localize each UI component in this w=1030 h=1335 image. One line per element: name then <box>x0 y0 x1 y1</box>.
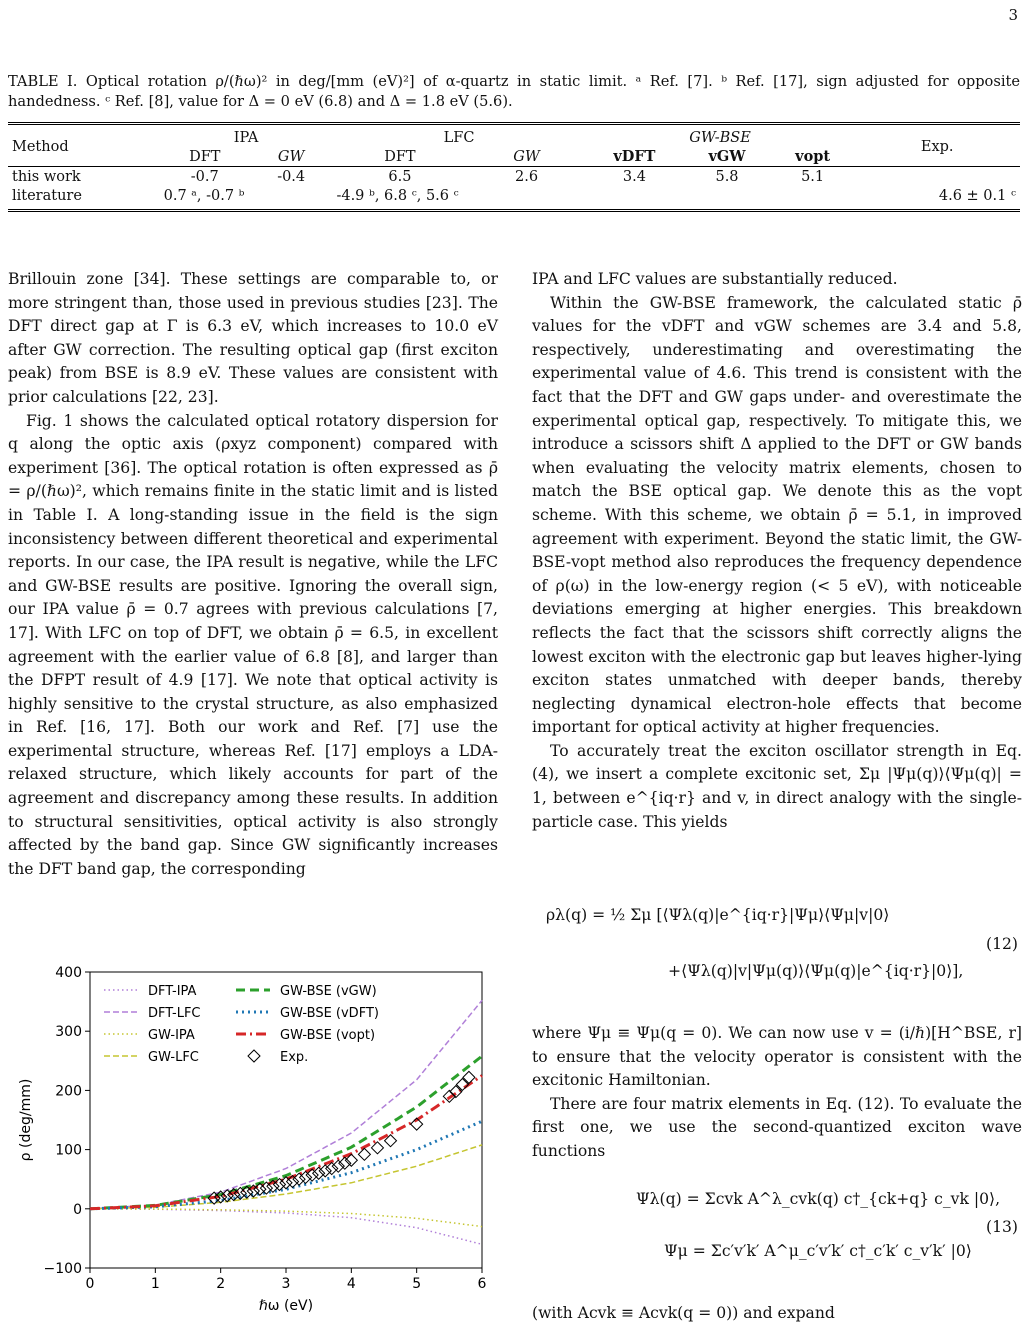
paragraph: There are four matrix elements in Eq. (12). To evaluate the first one, we use the second-quantized exciton wave functions <box>532 1094 1022 1160</box>
paragraph: IPA and LFC values are substantially reduced. <box>532 270 898 288</box>
x-tick-label: 3 <box>281 1276 291 1292</box>
equation-12-line1: ρλ(q) = ½ Σμ [⟨Ψλ(q)|e^{iq·r}|Ψμ⟩⟨Ψμ|v|0⟩ <box>546 906 890 924</box>
equation-12-number: (12) <box>986 935 1019 953</box>
y-tick-label: 200 <box>55 1083 82 1100</box>
cell <box>586 186 683 211</box>
ord-chart <box>8 958 508 1318</box>
exp-point <box>371 1142 383 1154</box>
table-caption: TABLE I. Optical rotation ρ/(ℏω)² in deg/[mm (eV)²] of α-quartz in static limit. ᵃ Ref. [7]. ᵇ Ref. [17], sign adjusted for opposite handedness. ᶜ Ref. [8], value for Δ = 0 eV (6.8) and Δ = 1.8 eV (5.6). <box>8 73 1020 110</box>
header-ipa-dft: DFT <box>189 148 221 165</box>
cell: 0.7 ᵃ, -0.7 ᵇ <box>160 186 333 211</box>
legend-entry: Exp. <box>280 1050 309 1065</box>
header-ipa: IPA <box>160 124 333 148</box>
legend-entry: GW-BSE (vDFT) <box>280 1006 379 1021</box>
header-ipa-gw: GW <box>277 148 305 165</box>
x-tick-label: 1 <box>150 1276 160 1292</box>
cell: 4.6 ± 0.1 ᶜ <box>854 186 1020 211</box>
paragraph: (with Acvk ≡ Acvk(q = 0)) and expand <box>532 1304 835 1322</box>
table-row <box>8 186 1020 211</box>
x-tick-label: 5 <box>412 1276 422 1292</box>
legend-entry: GW-BSE (vGW) <box>280 984 377 999</box>
equation-13-line1: Ψλ(q) = Σcvk A^λ_cvk(q) c†_{ck+q} c_vk |0⟩, <box>636 1190 1001 1208</box>
equation-12-line2: +⟨Ψλ(q)|v|Ψμ(q)⟩⟨Ψμ(q)|e^{iq·r}|0⟩], <box>668 962 964 980</box>
header-v-opt: vopt <box>795 148 831 165</box>
series-line-2 <box>90 1209 482 1227</box>
legend-entry: DFT-LFC <box>148 1006 201 1021</box>
header-exp: Exp. <box>854 124 1020 167</box>
row-method: literature <box>8 186 160 211</box>
row-method: this work <box>8 167 160 187</box>
cell: -0.4 <box>250 167 333 187</box>
cell <box>854 167 1020 187</box>
legend-entry: GW-BSE (vopt) <box>280 1028 376 1043</box>
paragraph: where Ψμ ≡ Ψμ(q = 0). We can now use v = (i/ℏ)[H^BSE, r] to ensure that the velocity operator is consistent with the excitonic Hamiltonian. <box>532 1024 1022 1090</box>
x-tick-label: 4 <box>346 1276 356 1292</box>
results-table <box>8 122 1020 212</box>
series-line-0 <box>90 1209 482 1245</box>
legend-entry: DFT-IPA <box>148 984 197 999</box>
cell: 5.1 <box>771 167 855 187</box>
paragraph: To accurately treat the exciton oscillator strength in Eq. (4), we insert a complete excitonic set, Σμ |Ψμ(q)⟩⟨Ψμ(q)| = 1, between e^{iq·r} and v, in direct analogy with the single-particle case. This yields <box>532 741 1022 831</box>
header-v-gw: vGW <box>708 148 746 165</box>
y-tick-label: 400 <box>55 965 82 981</box>
cell <box>771 186 855 211</box>
header-v-dft: vDFT <box>613 148 656 165</box>
series-line-4 <box>90 1056 482 1209</box>
exp-point <box>319 1165 331 1177</box>
x-tick-label: 0 <box>85 1276 95 1292</box>
y-tick-label: 300 <box>55 1024 82 1041</box>
legend-marker <box>248 1050 260 1062</box>
equation-13-line2: Ψμ = Σc′v′k′ A^μ_c′v′k′ c†_c′k′ c_v′k′ |0⟩ <box>664 1242 972 1260</box>
exp-point <box>273 1179 285 1191</box>
cell <box>683 186 771 211</box>
y-tick-label: 100 <box>55 1142 82 1159</box>
paragraph: Brillouin zone [34]. These settings are comparable to, or more stringent than, those used in previous studies [23]. The DFT direct gap at Γ is 6.3 eV, which increases to 10.0 eV after GW correction. The resulting optical gap (first exciton peak) from BSE is 8.9 eV. These values are consistent with prior calculations [22, 23]. <box>8 270 498 406</box>
header-method: Method <box>8 124 160 167</box>
figure-1 <box>8 958 508 1322</box>
cell: 6.5 <box>332 167 467 187</box>
header-lfc: LFC <box>332 124 585 148</box>
legend-entry: GW-LFC <box>148 1050 199 1065</box>
exp-point <box>463 1071 475 1083</box>
paragraph: Fig. 1 shows the calculated optical rotatory dispersion for q along the optic axis (ρxyz component) compared with experiment [36]. The optical rotation is often expressed as ρ̄ = ρ/(ℏω)², which remains finite in the static limit and is listed in Table I. A long-standing issue in the field is the sign inconsistency between different theoretical and experimental reports. In our case, the IPA result is negative, while the LFC and GW-BSE results are positive. Ignoring the overall sign, our IPA value ρ̄ = 0.7 agrees with previous calculations [7, 17]. With LFC on top of DFT, we obtain ρ̄ = 6.5, in excellent agreement with the earlier value of 6.8 [8], and larger than the DFPT result of 4.9 [17]. We note that optical activity is highly sensitive to the crystal structure, as also emphasized in Ref. [16, 17]. Both our work and Ref. [7] use the experimental structure, whereas Ref. [17] employs a LDA-relaxed structure, which likely accounts for part of the agreement and discrepancy among these results. In addition to structural sensitivities, optical activity is also strongly affected by the band gap. Since GW significantly increases the DFT band gap, the corresponding <box>8 411 498 878</box>
table-row <box>8 167 1020 187</box>
header-lfc-gw: GW <box>513 148 540 165</box>
cell: 2.6 <box>467 167 585 187</box>
cell: -4.9 ᵇ, 6.8 ᶜ, 5.6 ᶜ <box>332 186 585 211</box>
cell: 5.8 <box>683 167 771 187</box>
page-number: 3 <box>1008 6 1018 24</box>
legend-entry: GW-IPA <box>148 1028 195 1043</box>
left-column <box>8 268 498 881</box>
cell: 3.4 <box>586 167 683 187</box>
right-column-cont <box>532 1022 1022 1164</box>
header-gwbse: GW-BSE <box>586 124 855 148</box>
equation-13-number: (13) <box>986 1218 1019 1236</box>
cell: -0.7 <box>160 167 250 187</box>
x-axis-label: ℏω (eV) <box>258 1298 314 1314</box>
y-tick-label: 0 <box>73 1201 82 1218</box>
x-tick-label: 2 <box>216 1276 226 1292</box>
exp-point <box>358 1148 370 1160</box>
paragraph: Within the GW-BSE framework, the calculated static ρ̄ values for the vDFT and vGW schemes are 3.4 and 5.8, respectively, underestimating and overestimating the experimental value of 4.6. This trend is consistent with the fact that the DFT and GW gaps under- and overestimate the experimental optical gap, respectively. To mitigate this, we introduce a scissors shift Δ applied to the DFT or GW bands when evaluating the velocity matrix elements, chosen to match the BSE optical gap. We denote this as the vopt scheme. With this scheme, we obtain ρ̄ = 5.1, in improved agreement with experiment. Beyond the static limit, the GW-BSE-vopt method also reproduces the frequency dependence of ρ(ω) in the low-energy region (< 5 eV), with noticeable deviations emerging at higher energies. This breakdown reflects the fact that the scissors shift correctly aligns the lowest exciton with the electronic gap but leaves higher-lying exciton states unmatched with deeper bands, thereby neglecting dynamical electron-hole effects that become important for optical activity at higher frequencies. <box>532 293 1022 737</box>
x-tick-label: 6 <box>477 1276 487 1292</box>
y-tick-label: −100 <box>43 1261 82 1277</box>
header-lfc-dft: DFT <box>384 148 416 165</box>
right-column <box>532 268 1022 834</box>
series-line-5 <box>90 1121 482 1209</box>
y-axis-label: ρ (deg/mm) <box>18 1078 34 1162</box>
